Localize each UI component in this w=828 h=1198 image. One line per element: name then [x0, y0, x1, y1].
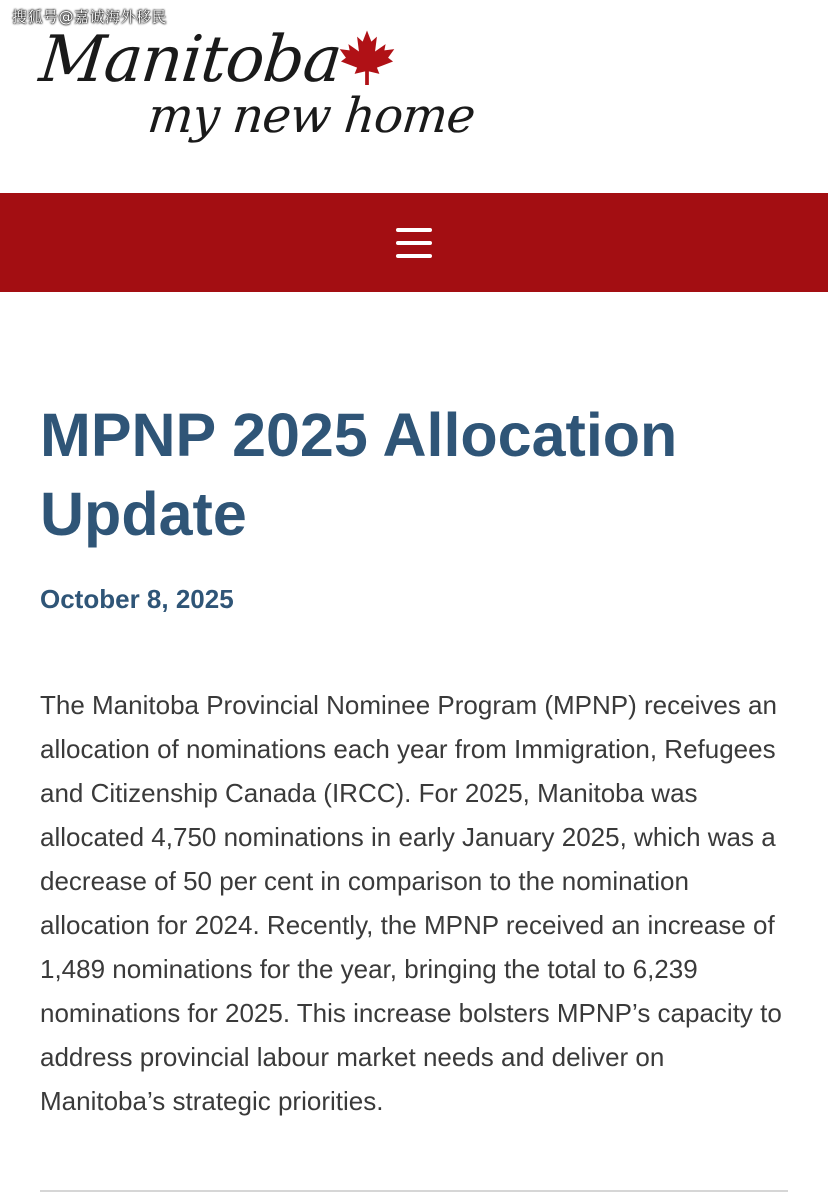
article [40, 396, 788, 1149]
hamburger-menu-icon[interactable] [396, 228, 432, 258]
main-nav-bar [0, 193, 828, 292]
menu-line [396, 254, 432, 258]
watermark-text: 搜狐号@嘉诚海外移民 [12, 8, 168, 26]
article-body: The Manitoba Provincial Nominee Program (MPNP) receives an allocation of nominations each year from Immigration, Refugees and Citizenship Canada (IRCC). For 2025, Manitoba was allocated 4,750 nominations in early January 2025, which was a decrease of 50 per cent in comparison to the nomination allocation for 2024. Recently, the MPNP received an increase of 1,489 nominations for the year, bringing the total to 6,239 nominations for 2025. This increase bolsters MPNP’s capacity to address provincial labour market needs and deliver on Manitoba’s strategic priorities. [40, 690, 782, 1117]
publish-date: October 8, 2025 [40, 584, 234, 614]
divider [40, 1190, 788, 1192]
logo-tagline: my new home [145, 88, 478, 144]
page-title: MPNP 2025 Allocation Update [40, 401, 678, 548]
maple-leaf-icon [336, 28, 398, 90]
logo-title: Manitoba [36, 23, 345, 97]
menu-line [396, 228, 432, 232]
site-logo[interactable] [36, 20, 478, 170]
menu-line [396, 241, 432, 245]
